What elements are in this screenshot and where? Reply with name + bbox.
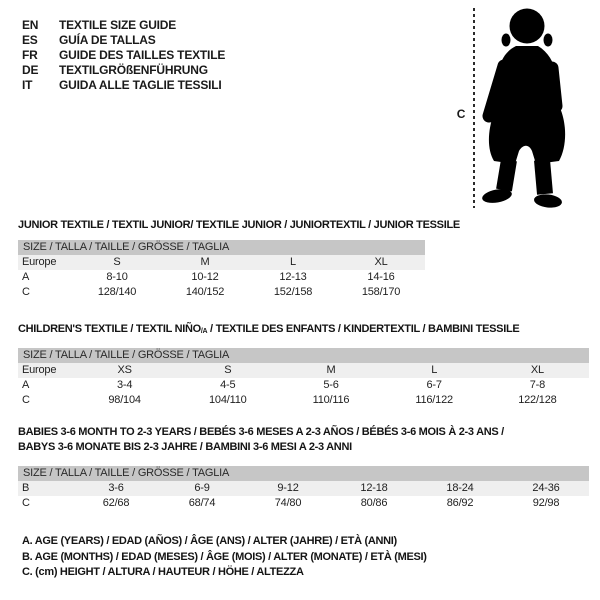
value-cell: 122/128 xyxy=(518,394,557,406)
value-cell: 4-5 xyxy=(220,379,236,391)
language-label: GUIDA ALLE TAGLIE TESSILI xyxy=(59,78,222,92)
section-title-line xyxy=(18,425,589,440)
value-cell: 10-12 xyxy=(191,271,219,283)
title-segment: / TEXTILE DES ENFANTS / KINDERTEXTIL / BAMBINI TESSILE xyxy=(207,323,520,335)
value-cell: L xyxy=(431,364,438,376)
value-cell: 24-36 xyxy=(532,482,560,494)
size-table xyxy=(18,348,589,408)
value-cell: 98/104 xyxy=(108,394,141,406)
value-cell: 158/170 xyxy=(361,286,401,298)
value-cell: 3-4 xyxy=(116,379,133,391)
section-title xyxy=(18,322,589,339)
value-cell: 6-7 xyxy=(426,379,442,391)
size-table xyxy=(18,240,425,300)
value-cell: 9-12 xyxy=(277,482,299,494)
row-label-cell: C xyxy=(22,394,30,406)
value-cell: 5-6 xyxy=(323,379,339,391)
row-label-cell: Europe xyxy=(22,256,57,268)
title-segment: BABIES 3-6 MONTH TO 2-3 YEARS / BEBÉS 3-6 MESES A 2-3 AÑOS / BÉBÉS 3-6 MOIS À 2-3 ANS / xyxy=(18,426,504,438)
table-row xyxy=(18,255,425,270)
value-cell: XS xyxy=(117,364,132,376)
size-header-cell: SIZE / TALLA / TAILLE / GRÖSSE / TAGLIA xyxy=(18,240,425,255)
table-row xyxy=(18,481,589,496)
table-header-row xyxy=(18,466,589,481)
size-table-section-children xyxy=(18,322,589,408)
language-code: ES xyxy=(22,33,38,47)
row-label-cell: C xyxy=(22,286,30,298)
footnote: B. AGE (MONTHS) / EDAD (MESES) / ÂGE (MOIS) / ALTER (MONATE) / ETÀ (MESI) xyxy=(22,550,427,563)
value-cell: 12-13 xyxy=(279,271,307,283)
language-list xyxy=(22,18,225,93)
language-label: GUÍA DE TALLAS xyxy=(59,33,156,47)
value-cell: XL xyxy=(530,364,544,376)
value-cell: L xyxy=(290,256,296,268)
value-cell: 74/80 xyxy=(274,497,302,509)
value-cell: 80/86 xyxy=(360,497,388,509)
language-row xyxy=(22,63,225,78)
table-header-row xyxy=(18,348,589,363)
table-row xyxy=(18,363,589,378)
value-cell: 18-24 xyxy=(446,482,474,494)
value-cell: 6-9 xyxy=(194,482,210,494)
height-measure-label: C xyxy=(456,107,466,121)
language-label: TEXTILE SIZE GUIDE xyxy=(59,18,177,32)
table-row xyxy=(18,378,589,393)
section-title-line xyxy=(18,440,589,455)
value-cell: 140/152 xyxy=(185,286,225,298)
row-label-cell: Europe xyxy=(22,364,57,376)
title-segment: /A xyxy=(200,328,208,335)
section-title xyxy=(18,425,589,455)
value-cell: 110/116 xyxy=(312,394,350,406)
value-cell: 68/74 xyxy=(188,497,216,509)
value-cell: 8-10 xyxy=(106,271,128,283)
footnote: A. AGE (YEARS) / EDAD (AÑOS) / ÂGE (ANS) / ALTER (JAHRE) / ETÀ (ANNI) xyxy=(22,535,397,547)
footnotes xyxy=(22,534,427,581)
row-label-cell: C xyxy=(22,497,30,509)
language-label: GUIDE DES TAILLES TEXTILE xyxy=(59,48,226,62)
table-header-row xyxy=(18,240,425,255)
language-row xyxy=(22,33,225,48)
title-segment: JUNIOR TEXTILE / TEXTIL JUNIOR/ TEXTILE JUNIOR / JUNIORTEXTIL / JUNIOR TESSILE xyxy=(18,219,460,231)
table-row xyxy=(18,285,425,300)
size-table xyxy=(18,466,589,511)
title-segment: BABYS 3-6 MONATE BIS 2-3 JAHRE / BAMBINI 3-6 MESI A 2-3 ANNI xyxy=(18,441,352,453)
value-cell: 3-6 xyxy=(108,482,124,494)
value-cell: 86/92 xyxy=(446,497,474,509)
value-cell: 116/122 xyxy=(415,394,453,406)
value-cell: 92/98 xyxy=(532,497,560,509)
row-label-cell: A xyxy=(22,271,30,283)
value-cell: 128/140 xyxy=(97,286,137,298)
table-row xyxy=(18,270,425,285)
language-row xyxy=(22,78,225,93)
value-cell: 152/158 xyxy=(273,286,313,298)
value-cell: XL xyxy=(374,256,388,268)
value-cell: 62/68 xyxy=(102,497,130,509)
section-title-line xyxy=(18,218,460,233)
baby-silhouette-icon xyxy=(470,4,590,211)
size-table-section-junior xyxy=(18,218,460,300)
footnote: C. (cm) HEIGHT / ALTURA / HAUTEUR / HÖHE / ALTEZZA xyxy=(22,566,304,578)
language-code: IT xyxy=(22,78,33,92)
language-code: DE xyxy=(22,63,39,77)
value-cell: 12-18 xyxy=(360,482,388,494)
language-row xyxy=(22,48,225,63)
language-code: EN xyxy=(22,18,39,32)
value-cell: S xyxy=(224,364,232,376)
section-title xyxy=(18,218,460,233)
row-label-cell: A xyxy=(22,379,30,391)
size-header-cell: SIZE / TALLA / TAILLE / GRÖSSE / TAGLIA xyxy=(18,348,589,363)
table-row xyxy=(18,496,589,511)
baby-silhouette-image xyxy=(470,4,590,211)
language-label: TEXTILGRÖßENFÜHRUNG xyxy=(59,63,208,77)
value-cell: 7-8 xyxy=(529,379,546,391)
table-row xyxy=(18,393,589,408)
value-cell: 14-16 xyxy=(367,271,395,283)
value-cell: 104/110 xyxy=(209,394,247,406)
title-segment: CHILDREN'S TEXTILE / TEXTIL NIÑO xyxy=(18,323,201,335)
language-code: FR xyxy=(22,48,38,62)
language-row xyxy=(22,18,225,33)
value-cell: M xyxy=(326,364,336,376)
section-title-line xyxy=(18,322,589,339)
size-table-section-babies xyxy=(18,425,589,511)
row-label-cell: B xyxy=(22,482,30,494)
value-cell: M xyxy=(200,256,210,268)
size-header-cell: SIZE / TALLA / TAILLE / GRÖSSE / TAGLIA xyxy=(18,466,589,481)
value-cell: S xyxy=(113,256,121,268)
